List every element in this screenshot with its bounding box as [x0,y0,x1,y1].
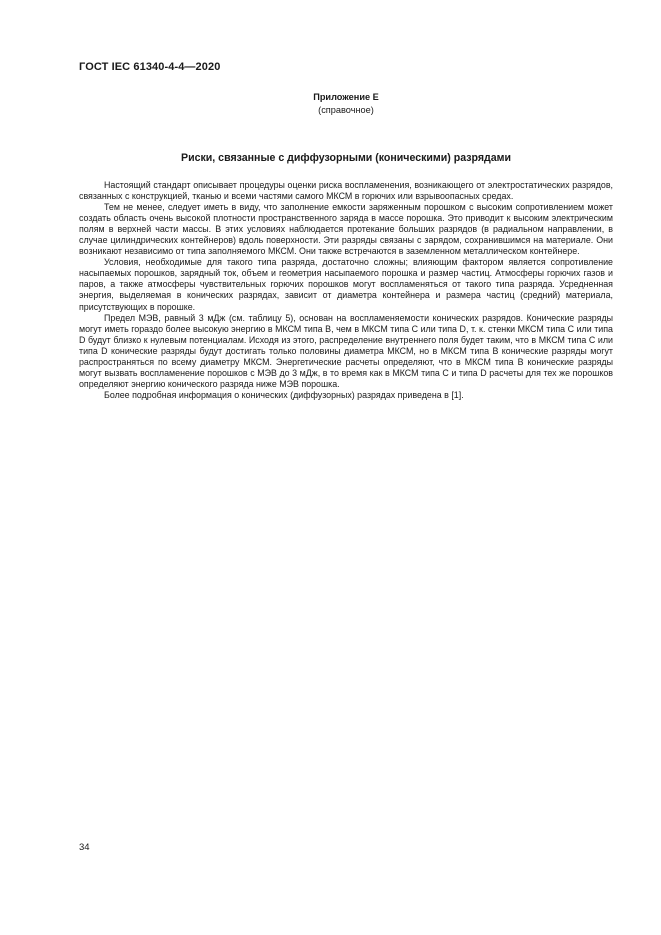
paragraph: Настоящий стандарт описывает процедуры оценки риска воспламенения, возникающего от электростатических разрядов, связанных с конструкцией, тканью и всеми частями самого МКСМ в горючих или взрывоопасных средах. [79,180,613,202]
body-text [79,180,613,401]
paragraph: Предел МЭВ, равный 3 мДж (см. таблицу 5), основан на воспламеняемости конических разрядов. Конические разряды могут иметь гораздо более высокую энергию в МКСМ типа В, чем в МКСМ типа С или типа D, т. к. стенки МКСМ типа С или типа D будут близко к нулевым потенциалам. Исходя из этого, распределение внутреннего поля будет таким, что в МКСМ типа С или типа D конические разряды будут достигать только половины диаметра МКСМ, но в МКСМ типа В конические разряды могут распространяться по всему диаметру МКСМ. Энергетические расчеты определяют, что в МКСМ типа В конические разряды могут вызвать воспламенение порошков с МЭВ до 3 мДж, в то время как в МКСМ типа С и типа D расчеты для тех же порошков определяют энергию конического разряда ниже МЭВ порошка. [79,312,613,389]
appendix-subtitle: (справочное) [318,104,374,115]
standard-number-header: ГОСТ IEC 61340-4-4—2020 [79,61,221,73]
paragraph: Условия, необходимые для такого типа разряда, достаточно сложны; влияющим фактором является сопротивление насыпаемых порошков, зарядный ток, объем и геометрия насыпаемого порошка и размер частиц. Атмосферы горючих газов и паров, а также атмосферы чувствительных горючих порошков могут воспламеняться от такого типа разряда. Усредненная энергия, выделяемая в конических разрядах, зависит от диаметра контейнера и размера частиц (средний) материала, присутствующих в порошке. [79,257,613,312]
paragraph: Более подробная информация о конических (диффузорных) разрядах приведена в [1]. [104,389,464,400]
appendix-title: Приложение Е [313,92,379,102]
paragraph: Тем не менее, следует иметь в виду, что заполнение емкости заряженным порошком с высоким сопротивлением может создать область очень высокой плотности пространственного заряда в массе порошка. Это приводит к высоким электрическим полям в верхней части массы. В этих условиях наблюдается протекание больших разрядов (в радиальном направлении, в случае цилиндрических контейнеров) вдоль поверхности. Эти разряды связаны с зарядом, сохранившимся на материале. Они возникают независимо от типа заполняемого МКСМ. Они также встречаются в заземленном металлическом контейнере. [79,202,613,257]
section-title: Риски, связанные с диффузорными (коническими) разрядами [181,152,511,164]
page-number: 34 [79,842,90,853]
appendix-heading [79,91,613,116]
